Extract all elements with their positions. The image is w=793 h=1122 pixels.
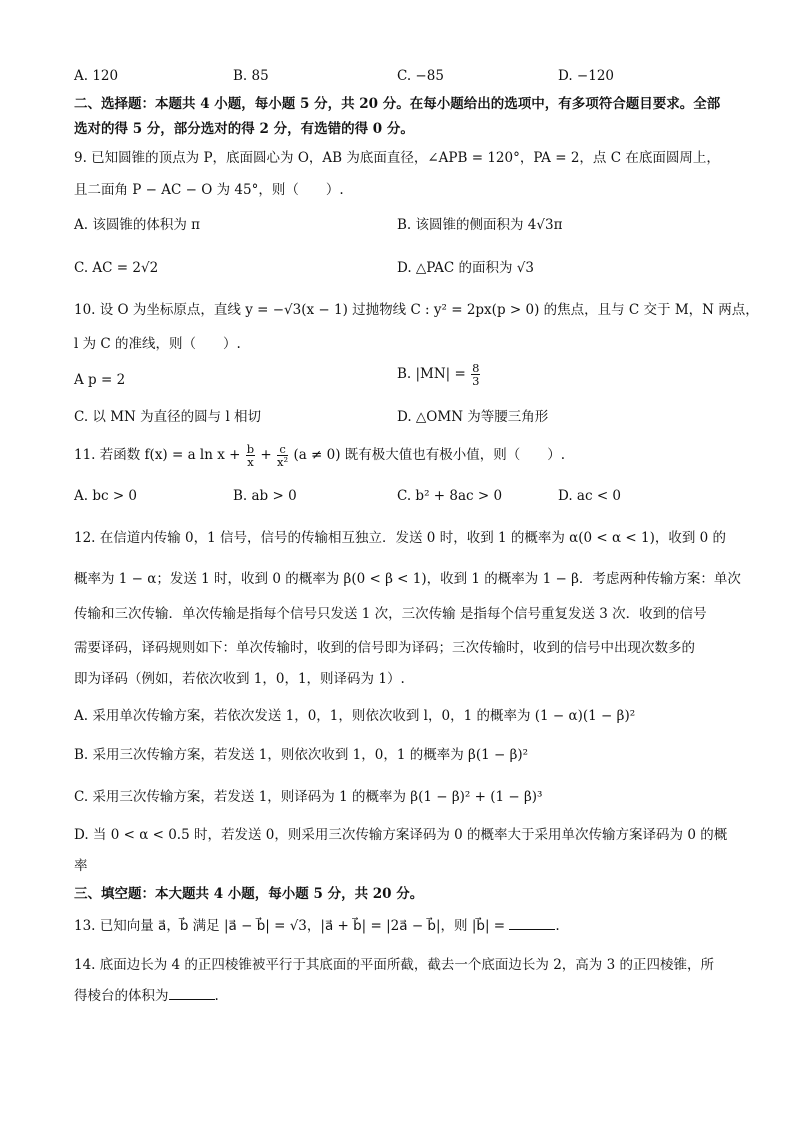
q11-stem <box>74 443 565 468</box>
q9-option-d: D. △PAC 的面积为 √3 <box>397 260 535 276</box>
section2-header-line2: 选对的得 5 分，部分选对的得 2 分，有选错的得 0 分。 <box>74 121 414 137</box>
q12-stem-line3: 传输和三次传输．单次传输是指每个信号只发送 1 次，三次传输 是指每个信号重复发送 3 次．收到的信号 <box>74 606 707 622</box>
q12-option-a: A. 采用单次传输方案，若依次发送 1，0，1，则依次收到 l，0，1 的概率为 (1 − α)(1 − β)² <box>74 708 636 724</box>
q14-stem-line2 <box>74 986 219 1006</box>
q8-option-c: C. −85 <box>397 68 444 84</box>
section2-header-line1: 二、选择题：本题共 4 小题，每小题 5 分，共 20 分。在每小题给出的选项中，有多项符合题目要求。全部 <box>74 96 721 112</box>
q10-stem-line1: 10. 设 O 为坐标原点，直线 y = −√3(x − 1) 过抛物线 C : y² = 2px(p > 0) 的焦点，且与 C 交于 M，N 两点， <box>74 302 759 318</box>
q9-option-a: A. 该圆锥的体积为 π <box>74 217 200 233</box>
q9-stem-line1: 9. 已知圆锥的顶点为 P，底面圆心为 O，AB 为底面直径，∠APB = 120°，PA = 2，点 C 在底面圆周上， <box>74 150 720 166</box>
q9-stem-line2: 且二面角 P − AC − O 为 45°，则（ ）. <box>74 182 344 198</box>
q11-option-b: B. ab > 0 <box>233 488 297 504</box>
q10-option-c: C. 以 MN 为直径的圆与 l 相切 <box>74 409 262 425</box>
q11-stem-prefix: 11. 若函数 f(x) = a ln x + <box>74 447 241 463</box>
q12-stem-line4: 需要译码，译码规则如下：单次传输时，收到的信号即为译码；三次传输时，收到的信号中出现次数多的 <box>74 640 695 656</box>
q13-stem-text: 13. 已知向量 a⃗，b⃗ 满足 |a⃗ − b⃗| = √3，|a⃗ + b⃗| = |2a⃗ − b⃗|，则 |b⃗| = <box>74 918 506 934</box>
q14-stem-line2-text: 得棱台的体积为 <box>74 988 169 1004</box>
q11-plus: + <box>260 447 272 463</box>
q8-option-a: A. 120 <box>74 68 119 84</box>
q12-stem-line5: 即为译码（例如，若依次收到 1，0，1，则译码为 1）. <box>74 671 405 687</box>
q10-option-b-numerator: 8 <box>472 361 480 375</box>
q12-stem-line1: 12. 在信道内传输 0，1 信号，信号的传输相互独立．发送 0 时，收到 1 的概率为 α(0 < α < 1)，收到 0 的 <box>74 530 727 546</box>
q13-stem <box>74 916 560 936</box>
q12-option-c: C. 采用三次传输方案，若发送 1，则译码为 1 的概率为 β(1 − β)² + (1 − β)³ <box>74 789 543 805</box>
q11-option-a: A. bc > 0 <box>74 488 138 504</box>
q14-stem-line1: 14. 底面边长为 4 的正四棱锥被平行于其底面的平面所截，截去一个底面边长为 2，高为 3 的正四棱锥，所 <box>74 957 714 973</box>
q12-option-b: B. 采用三次传输方案，若发送 1，则依次收到 1，0，1 的概率为 β(1 − β)² <box>74 747 529 763</box>
q10-option-b-denominator: 3 <box>472 374 480 388</box>
q10-option-b-label: B. |MN| = <box>397 366 466 382</box>
q11-frac2-denominator: x² <box>277 455 289 469</box>
q12-stem-line2: 概率为 1 − α；发送 1 时，收到 0 的概率为 β(0 < β < 1)，收到 1 的概率为 1 − β．考虑两种传输方案：单次 <box>74 571 741 587</box>
q11-frac1-numerator: b <box>246 442 255 456</box>
q11-fraction-c-over-x2 <box>277 443 288 468</box>
q11-frac1-denominator: x <box>247 455 254 469</box>
section3-header: 三、填空题：本大题共 4 小题，每小题 5 分，共 20 分。 <box>74 886 424 902</box>
q13-stem-end: . <box>555 918 560 934</box>
q10-stem-line2: l 为 C 的准线，则（ ）. <box>74 336 241 352</box>
q10-option-b-fraction <box>471 362 480 387</box>
q14-answer-blank <box>169 987 215 1000</box>
q11-fraction-b-over-x <box>246 443 255 468</box>
q9-option-b: B. 该圆锥的侧面积为 4√3π <box>397 217 563 233</box>
q12-option-d-line2: 率 <box>74 858 88 874</box>
q9-option-c: C. AC = 2√2 <box>74 260 159 276</box>
q8-option-b: B. 85 <box>233 68 269 84</box>
q13-answer-blank <box>509 917 555 930</box>
q10-option-a: A p = 2 <box>74 372 126 388</box>
q12-option-d-line1: D. 当 0 < α < 0.5 时，若发送 0，则采用三次传输方案译码为 0 的概率大于采用单次传输方案译码为 0 的概 <box>74 827 728 843</box>
q11-stem-suffix: (a ≠ 0) 既有极大值也有极小值，则（ ）. <box>293 447 566 463</box>
q11-option-c: C. b² + 8ac > 0 <box>397 488 503 504</box>
q10-option-b <box>397 362 481 387</box>
q8-option-d: D. −120 <box>558 68 615 84</box>
q11-frac2-numerator: c <box>277 443 288 456</box>
q11-option-d: D. ac < 0 <box>558 488 622 504</box>
q14-stem-end: . <box>214 988 219 1004</box>
q10-option-d: D. △OMN 为等腰三角形 <box>397 409 549 425</box>
